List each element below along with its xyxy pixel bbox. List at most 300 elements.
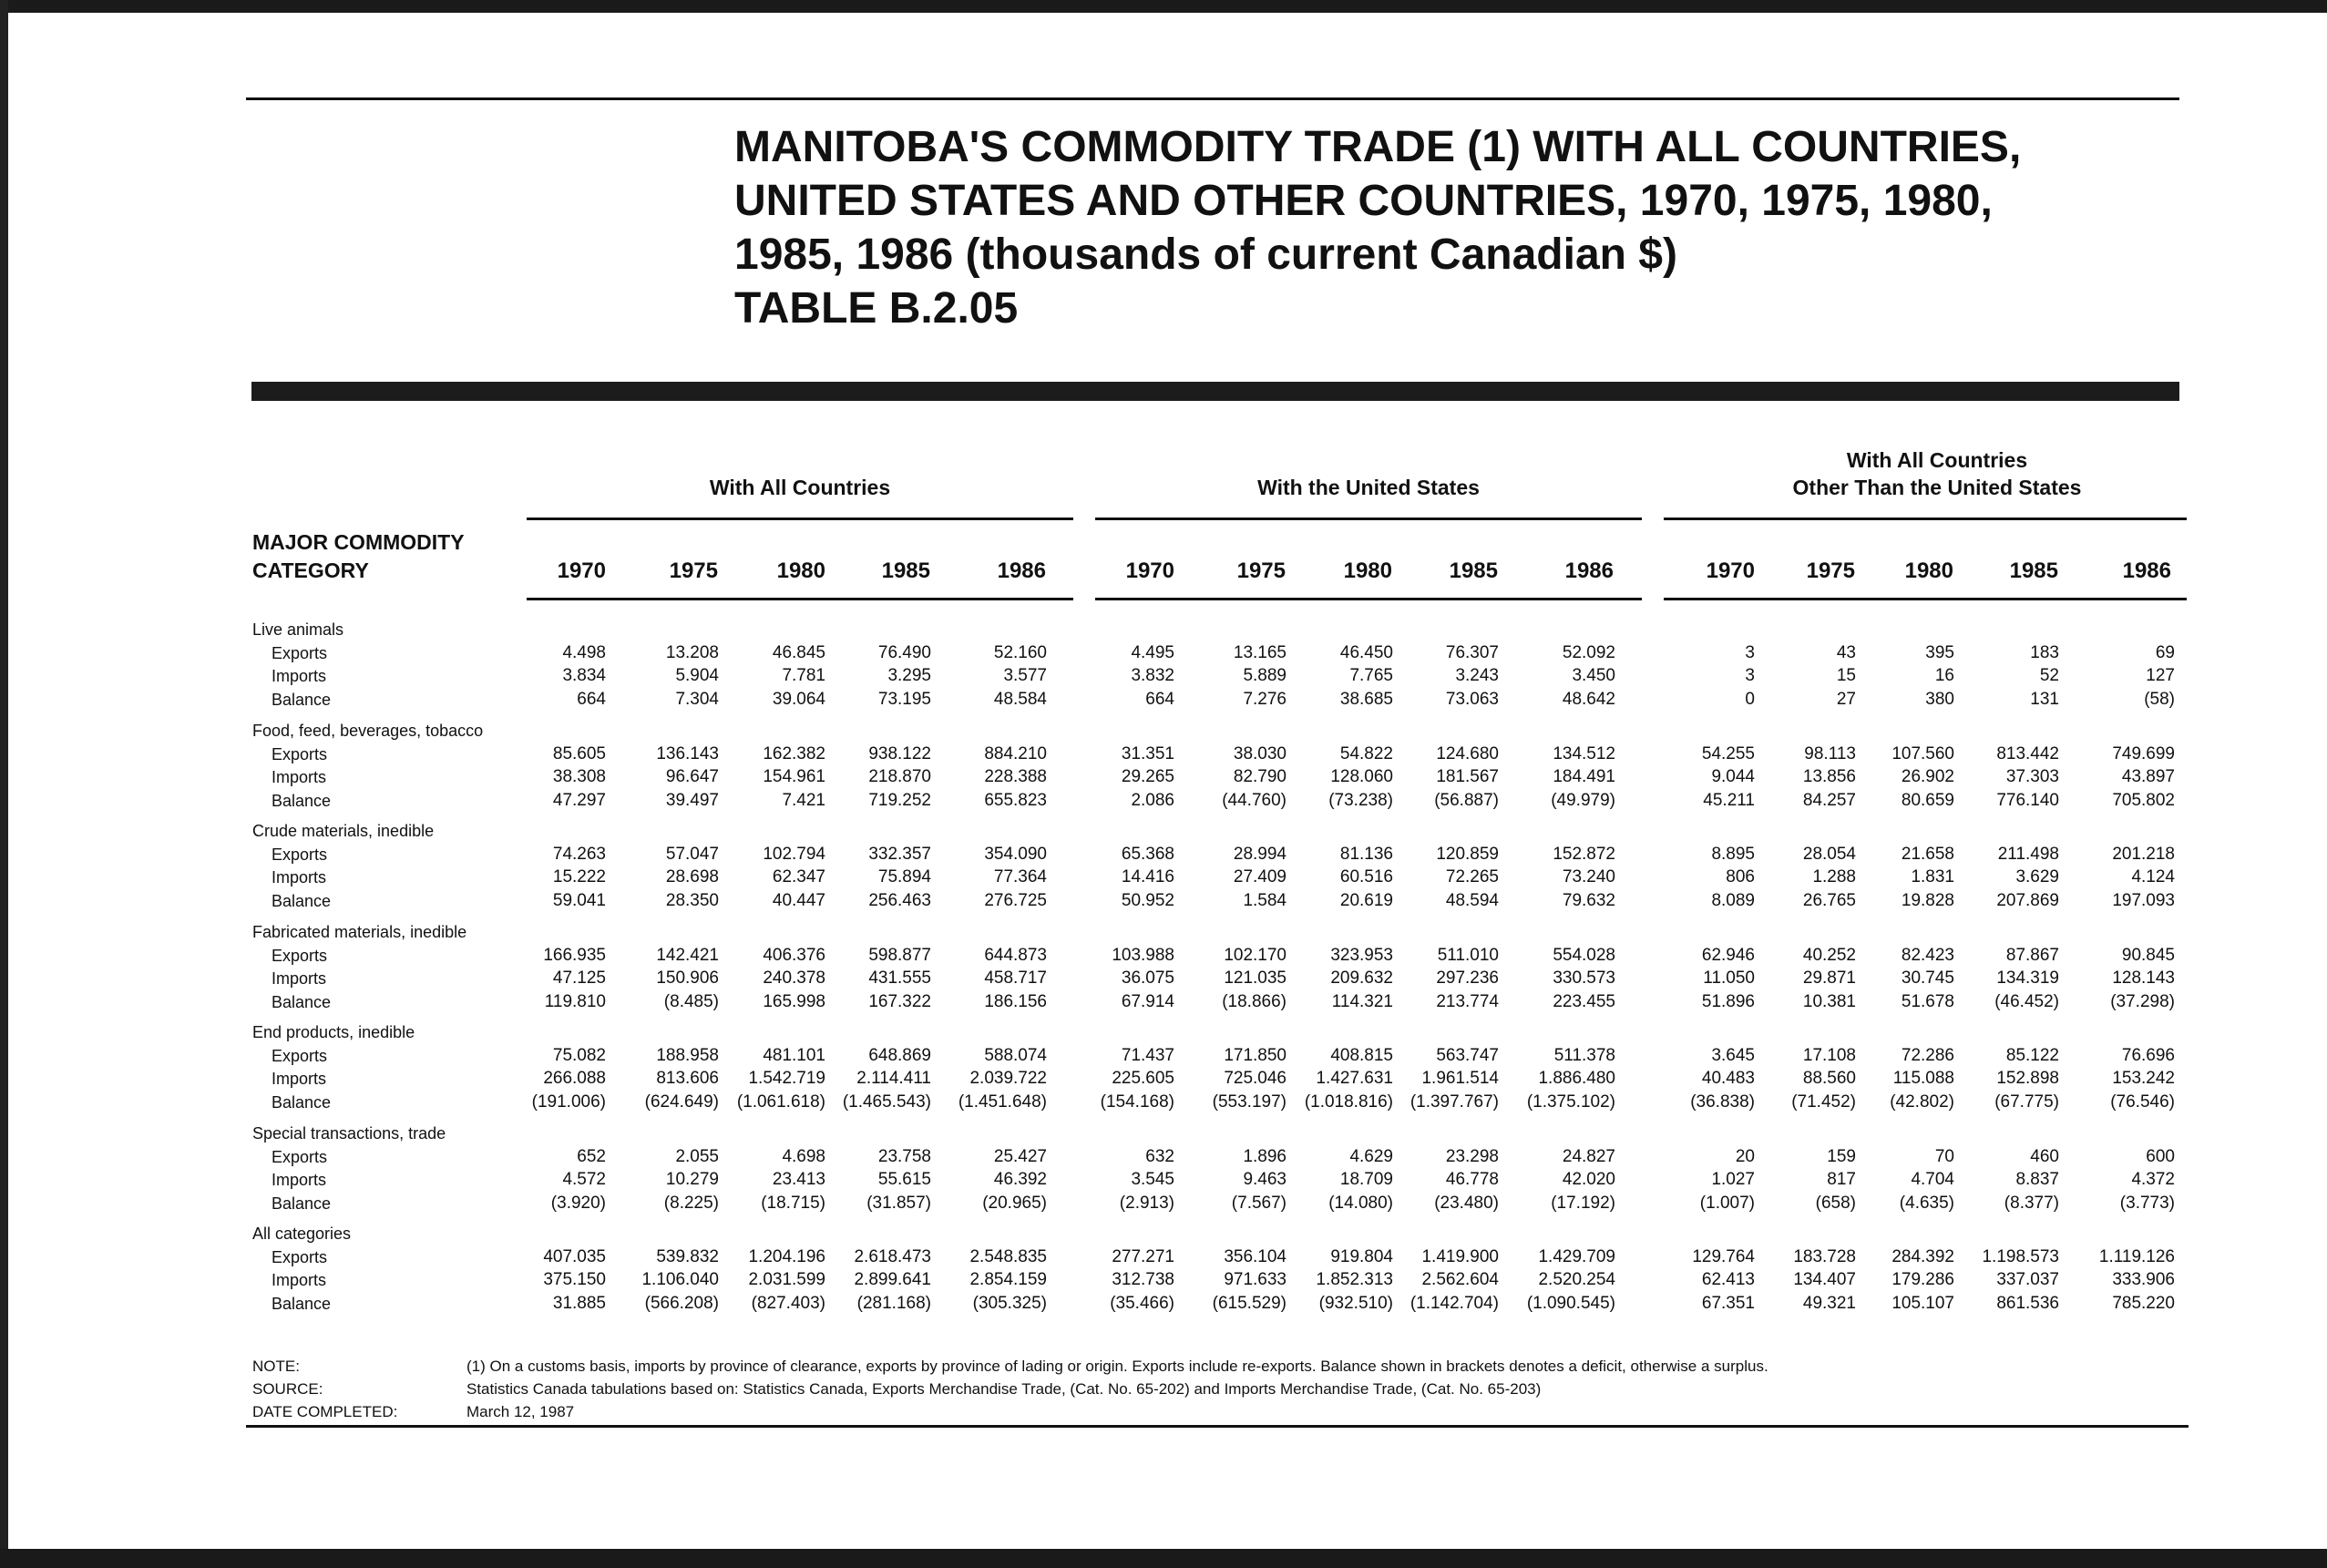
table-cell: 48.642 [1562, 689, 1615, 709]
table-cell: (3.773) [2119, 1193, 2175, 1213]
row-label: Exports [272, 1247, 328, 1266]
table-cell: 20.619 [1339, 890, 1393, 910]
table-cell: 20 [1735, 1146, 1755, 1166]
table-cell: (4.635) [1899, 1193, 1954, 1213]
table-cell: 655.823 [984, 790, 1047, 810]
table-cell: 48.584 [993, 689, 1047, 709]
table-cell: 62.413 [1701, 1270, 1755, 1289]
table-cell: 29.265 [1121, 767, 1174, 786]
table-cell: 354.090 [984, 844, 1047, 864]
table-cell: 431.555 [868, 968, 931, 988]
table-cell: 1.119.126 [2098, 1246, 2175, 1266]
table-cell: 72.265 [1445, 867, 1499, 886]
table-cell: 30.745 [1901, 968, 1954, 988]
table-cell: 54.255 [1701, 743, 1755, 764]
title-line-1: MANITOBA'S COMMODITY TRADE (1) WITH ALL COUNTRIES, [734, 123, 2022, 171]
table-cell: 166.935 [543, 945, 606, 965]
table-cell: 47.297 [552, 790, 606, 810]
table-cell: 52 [2039, 666, 2059, 685]
table-cell: 3.645 [1711, 1045, 1755, 1065]
row-label: Imports [272, 1070, 327, 1088]
table-cell: 103.988 [1112, 945, 1174, 965]
table-cell: 1.288 [1812, 867, 1856, 886]
row-label: Balance [272, 1092, 332, 1112]
table-cell: 785.220 [2112, 1293, 2175, 1313]
table-cell: 1.427.631 [1316, 1069, 1393, 1088]
table-cell: 5.904 [675, 666, 719, 685]
table-cell: 15 [1836, 666, 1856, 685]
table-cell: 1.542.719 [748, 1069, 825, 1088]
table-cell: 395 [1925, 642, 1954, 662]
table-cell: 184.491 [1553, 767, 1615, 786]
table-cell: 218.870 [868, 767, 931, 786]
table-cell: 134.407 [1793, 1270, 1856, 1289]
table-cell: (76.546) [2110, 1091, 2175, 1112]
row-label: Imports [272, 1171, 327, 1189]
table-cell: 705.802 [2112, 790, 2175, 810]
table-cell: 21.658 [1901, 844, 1954, 864]
year-header: 1986 [1564, 559, 1614, 583]
page-title [734, 120, 2156, 335]
year-header: 1985 [1449, 559, 1498, 583]
table-cell: 356.104 [1224, 1246, 1287, 1266]
table-cell: 3.834 [562, 666, 606, 685]
bottom-rule [246, 1425, 2189, 1428]
table-cell: 8.837 [2015, 1170, 2059, 1189]
table-cell: (1.142.704) [1410, 1293, 1499, 1313]
table-cell: (23.480) [1434, 1193, 1499, 1213]
table-cell: (281.168) [856, 1293, 931, 1313]
group-header-united-states [1095, 474, 1642, 501]
table-cell: 13.208 [665, 642, 719, 662]
table-cell: 51.896 [1701, 991, 1755, 1011]
table-cell: (7.567) [1231, 1193, 1287, 1213]
table-cell: 16 [1934, 666, 1954, 685]
table-cell: 131 [2030, 689, 2059, 709]
category-label: Crude materials, inedible [252, 822, 435, 840]
table-cell: 3.577 [1003, 666, 1047, 685]
row-label: Balance [272, 1294, 332, 1313]
table-cell: 188.958 [656, 1045, 719, 1065]
table-cell: 861.536 [1996, 1293, 2059, 1313]
table-cell: 18.709 [1339, 1170, 1393, 1189]
table-cell: 8.895 [1711, 844, 1755, 864]
table-cell: 1.896 [1243, 1146, 1287, 1166]
table-cell: 27.409 [1233, 867, 1287, 886]
table-cell: 82.790 [1233, 767, 1287, 786]
table-cell: (154.168) [1100, 1091, 1174, 1112]
table-cell: 85.122 [2005, 1045, 2059, 1065]
table-cell: (20.965) [982, 1193, 1047, 1213]
table-cell: 71.437 [1121, 1045, 1174, 1065]
table-cell: 209.632 [1330, 968, 1393, 988]
table-cell: 183.728 [1793, 1246, 1856, 1266]
table-cell: 1.584 [1243, 890, 1287, 910]
table-cell: 539.832 [656, 1246, 719, 1266]
group-rule-united-states [1095, 518, 1642, 520]
table-cell: (1.375.102) [1526, 1091, 1615, 1112]
table-cell: 333.906 [2112, 1270, 2175, 1289]
table-cell: 38.308 [552, 767, 606, 786]
table-cell: (73.238) [1328, 790, 1393, 810]
table-cell: 179.286 [1891, 1270, 1954, 1289]
table-cell: 23.298 [1445, 1146, 1499, 1166]
table-cell: 919.804 [1330, 1246, 1393, 1266]
table-cell: 162.382 [763, 743, 825, 764]
table-cell: 76.490 [877, 642, 931, 662]
group-rule-all-countries [527, 518, 1073, 520]
table-cell: 154.961 [763, 767, 825, 786]
table-cell: 107.560 [1891, 743, 1954, 764]
table-cell: 8.089 [1711, 890, 1755, 910]
note-text: (1) On a customs basis, imports by province of clearance, exports by province of lading or origin. Exports include re-exports. Balance shown in brackets denotes a deficit, otherwise a surplus. [466, 1358, 1768, 1375]
table-cell: 749.699 [2112, 743, 2175, 764]
table-cell: 207.869 [1996, 890, 2059, 910]
table-cell: 1.886.480 [1538, 1069, 1615, 1088]
table-cell: 312.738 [1112, 1270, 1174, 1289]
date-completed-label: DATE COMPLETED: [252, 1403, 398, 1420]
table-cell: 23.758 [877, 1146, 931, 1166]
table-cell: 375.150 [543, 1270, 606, 1289]
table-number: TABLE B.2.05 [734, 284, 1019, 333]
table-cell: 124.680 [1436, 743, 1499, 764]
category-label: End products, inedible [252, 1023, 415, 1041]
table-cell: 37.303 [2005, 767, 2059, 786]
scan-border-top [0, 0, 2327, 13]
table-cell: 181.567 [1436, 767, 1499, 786]
row-label: Balance [272, 690, 332, 709]
title-line-2: UNITED STATES AND OTHER COUNTRIES, 1970, 1975, 1980, [734, 177, 1993, 225]
table-cell: 17.108 [1802, 1045, 1856, 1065]
table-cell: 1.106.040 [641, 1270, 719, 1289]
group-header-label: With All Countries [1846, 448, 2028, 472]
year-header: 1975 [669, 559, 718, 583]
source-label: SOURCE: [252, 1380, 323, 1398]
table-cell: 153.242 [2112, 1069, 2175, 1088]
table-cell: 13.165 [1233, 642, 1287, 662]
table-cell: 277.271 [1112, 1246, 1174, 1266]
table-cell: 76.307 [1445, 642, 1499, 662]
table-cell: 332.357 [868, 844, 931, 864]
table-cell: (1.465.543) [842, 1091, 931, 1112]
table-cell: 45.211 [1703, 790, 1755, 810]
table-cell: 1.831 [1911, 867, 1954, 886]
table-cell: 69 [2155, 642, 2175, 662]
year-rule-all-countries [527, 598, 1073, 600]
table-cell: 87.867 [2005, 945, 2059, 965]
table-cell: 10.381 [1802, 991, 1856, 1011]
table-cell: 128.143 [2112, 968, 2175, 988]
table-cell: 644.873 [984, 945, 1047, 965]
table-cell: 29.871 [1802, 968, 1856, 988]
category-label: Live animals [252, 620, 344, 639]
table-cell: 3.629 [2015, 867, 2059, 886]
table-cell: (36.838) [1690, 1091, 1755, 1112]
table-cell: (37.298) [2110, 991, 2175, 1011]
table-cell: (615.529) [1212, 1293, 1287, 1313]
table-cell: (42.802) [1890, 1091, 1954, 1112]
table-cell: 136.143 [656, 743, 719, 764]
table-cell: 1.429.709 [1538, 1246, 1615, 1266]
table-cell: (56.887) [1434, 790, 1499, 810]
table-cell: 31.351 [1121, 743, 1174, 764]
table-cell: 2.548.835 [969, 1246, 1047, 1266]
table-cell: 46.450 [1339, 642, 1393, 662]
table-cell: (624.649) [644, 1091, 719, 1112]
source-text: Statistics Canada tabulations based on: Statistics Canada, Exports Merchandise Trade, (Cat. No. 65-202) and Imports Merchandise Trade, (Cat. No. 65-203) [466, 1380, 1542, 1398]
table-cell: 481.101 [763, 1045, 825, 1065]
scan-border-left [0, 0, 8, 1568]
table-cell: 134.319 [1996, 968, 2059, 988]
table-cell: 600 [2146, 1146, 2175, 1166]
table-cell: 3.545 [1131, 1170, 1174, 1189]
table-cell: 40.252 [1802, 945, 1856, 965]
year-header: 1975 [1236, 559, 1286, 583]
table-cell: 3.832 [1131, 666, 1174, 685]
table-cell: 48.594 [1445, 890, 1499, 910]
table-cell: 73.240 [1562, 867, 1615, 886]
table-cell: (14.080) [1328, 1193, 1393, 1213]
table-cell: 197.093 [2112, 890, 2175, 910]
table-cell: 70 [1934, 1146, 1954, 1166]
table-cell: 73.063 [1445, 689, 1499, 709]
table-cell: 4.572 [562, 1170, 606, 1189]
table-cell: 19.828 [1901, 890, 1954, 910]
table-cell: 297.236 [1436, 968, 1499, 988]
table-cell: (1.061.618) [736, 1091, 825, 1112]
year-header: 1975 [1806, 559, 1855, 583]
table-cell: 47.125 [552, 968, 606, 988]
table-cell: (35.466) [1110, 1293, 1174, 1313]
table-cell: 28.054 [1802, 844, 1856, 864]
table-cell: 938.122 [868, 743, 931, 764]
table-cell: 62.946 [1701, 945, 1755, 965]
table-cell: 59.041 [552, 890, 606, 910]
table-cell: (1.451.648) [958, 1091, 1047, 1112]
table-cell: 171.850 [1224, 1045, 1287, 1065]
table-cell: 4.124 [2131, 867, 2175, 886]
header-bar [251, 382, 2179, 401]
table-cell: (44.760) [1222, 790, 1287, 810]
table-cell: 2.039.722 [969, 1069, 1047, 1088]
table-cell: 211.498 [1997, 844, 2059, 864]
table-cell: 2.562.604 [1421, 1270, 1499, 1289]
table-cell: 57.047 [665, 844, 719, 864]
table-cell: 10.279 [665, 1170, 719, 1189]
table-cell: 55.615 [877, 1170, 931, 1189]
category-header-line: CATEGORY [252, 559, 369, 582]
table-cell: 408.815 [1330, 1045, 1393, 1065]
table-cell: 407.035 [543, 1246, 606, 1266]
table-cell: 115.088 [1892, 1069, 1954, 1088]
date-completed-text: March 12, 1987 [466, 1403, 575, 1420]
table-cell: 90.845 [2121, 945, 2175, 965]
year-header: 1985 [2009, 559, 2058, 583]
table-cell: 3 [1745, 642, 1755, 662]
table-cell: 31.885 [552, 1293, 606, 1313]
table-cell: 67.351 [1701, 1293, 1755, 1313]
table-cell: 380 [1925, 689, 1954, 709]
table-cell: 80.659 [1901, 790, 1954, 810]
table-cell: 4.372 [2131, 1170, 2175, 1189]
table-cell: 51.678 [1901, 991, 1954, 1011]
table-cell: 7.304 [675, 689, 719, 709]
year-header: 1970 [1125, 559, 1174, 583]
table-cell: (46.452) [1994, 991, 2059, 1011]
table-cell: 2.899.641 [854, 1270, 931, 1289]
table-cell: 2.618.473 [854, 1246, 931, 1266]
table-cell: 127 [2146, 666, 2175, 685]
row-label: Exports [272, 946, 328, 965]
table-cell: 150.906 [656, 968, 719, 988]
table-cell: (1.007) [1699, 1193, 1755, 1213]
table-cell: 52.092 [1562, 642, 1615, 662]
table-cell: 75.894 [877, 867, 931, 886]
category-label: Special transactions, trade [252, 1124, 446, 1143]
table-cell: (8.225) [663, 1193, 719, 1213]
table-cell: 725.046 [1224, 1069, 1287, 1088]
table-cell: 971.633 [1224, 1270, 1287, 1289]
table-cell: (658) [1815, 1193, 1856, 1213]
table-cell: 1.204.196 [748, 1246, 825, 1266]
table-cell: 5.889 [1243, 666, 1287, 685]
table-cell: 7.765 [1349, 666, 1393, 685]
table-cell: 4.698 [782, 1146, 825, 1166]
table-cell: 3 [1745, 666, 1755, 685]
table-cell: 38.030 [1233, 743, 1287, 764]
table-cell: 2.055 [675, 1146, 719, 1166]
table-cell: 54.822 [1339, 743, 1393, 764]
table-cell: 563.747 [1436, 1045, 1499, 1065]
table-cell: (305.325) [972, 1293, 1047, 1313]
table-cell: 26.902 [1901, 767, 1954, 786]
year-rule-united-states [1095, 598, 1642, 600]
row-label: Exports [272, 1046, 328, 1065]
table-cell: 813.606 [656, 1069, 719, 1088]
year-header: 1970 [557, 559, 606, 583]
table-cell: (8.485) [663, 991, 719, 1011]
table-cell: 46.392 [993, 1170, 1047, 1189]
table-cell: 511.010 [1437, 945, 1499, 965]
table-cell: 186.156 [984, 991, 1047, 1011]
row-label: Imports [272, 768, 327, 786]
table-cell: 3.243 [1455, 666, 1499, 685]
table-cell: 25.427 [993, 1146, 1047, 1166]
table-cell: 240.378 [763, 968, 825, 988]
table-cell: 223.455 [1553, 991, 1615, 1011]
group-header-all-countries [527, 474, 1073, 501]
table-cell: 14.416 [1121, 867, 1174, 886]
year-header: 1980 [1904, 559, 1953, 583]
table-cell: 43.897 [2121, 767, 2175, 786]
table-cell: 77.364 [993, 867, 1047, 886]
table-cell: 201.218 [2112, 844, 2175, 864]
table-cell: 119.810 [544, 991, 606, 1011]
table-cell: 39.497 [665, 790, 719, 810]
table-cell: 40.483 [1701, 1069, 1755, 1088]
table-cell: 276.725 [984, 890, 1047, 910]
table-cell: 11.050 [1703, 968, 1755, 988]
group-rule-other-countries [1664, 518, 2187, 520]
table-cell: 121.035 [1224, 968, 1287, 988]
table-cell: 2.031.599 [748, 1270, 825, 1289]
table-cell: 4.498 [562, 642, 606, 662]
table-cell: 884.210 [984, 743, 1047, 764]
table-cell: 460 [2030, 1146, 2059, 1166]
category-label: Fabricated materials, inedible [252, 923, 467, 941]
table-cell: (553.197) [1212, 1091, 1287, 1112]
table-cell: (1.018.816) [1304, 1091, 1393, 1112]
table-cell: 36.075 [1121, 968, 1174, 988]
table-cell: 102.794 [763, 844, 825, 864]
table-cell: (2.913) [1119, 1193, 1174, 1213]
table-cell: 1.419.900 [1421, 1246, 1499, 1266]
year-header: 1985 [881, 559, 930, 583]
table-cell: 256.463 [868, 890, 931, 910]
table-cell: 1.961.514 [1421, 1069, 1499, 1088]
table-cell: 114.321 [1331, 991, 1393, 1011]
table-cell: 43 [1836, 642, 1856, 662]
table-cell: 225.605 [1112, 1069, 1174, 1088]
table-cell: (18.866) [1222, 991, 1287, 1011]
table-cell: 159 [1827, 1146, 1856, 1166]
table-cell: 42.020 [1562, 1170, 1615, 1189]
row-label: Exports [272, 845, 328, 864]
row-label: Imports [272, 868, 327, 886]
table-cell: 664 [1145, 689, 1174, 709]
row-label: Imports [272, 667, 327, 685]
group-header-label: With All Countries [709, 476, 891, 499]
table-cell: 4.629 [1349, 1146, 1393, 1166]
year-header: 1986 [997, 559, 1046, 583]
table-cell: 1.027 [1711, 1170, 1755, 1189]
table-cell: 4.495 [1131, 642, 1174, 662]
table-cell: 652 [577, 1146, 606, 1166]
year-header: 1980 [1343, 559, 1392, 583]
table-cell: 84.257 [1802, 790, 1856, 810]
table-cell: 7.276 [1243, 689, 1287, 709]
table-cell: 72.286 [1901, 1045, 1954, 1065]
table-cell: 128.060 [1330, 767, 1393, 786]
category-label: Food, feed, beverages, tobacco [252, 722, 484, 740]
table-cell: 266.088 [543, 1069, 606, 1088]
table-cell: 23.413 [772, 1170, 825, 1189]
table-cell: 82.423 [1901, 945, 1954, 965]
table-cell: 50.952 [1121, 890, 1174, 910]
table-cell: 2.114.411 [856, 1069, 931, 1088]
table-cell: 67.914 [1121, 991, 1174, 1011]
table-cell: 24.827 [1562, 1146, 1615, 1166]
table-cell: 28.698 [665, 867, 719, 886]
table-cell: 1.198.573 [1982, 1246, 2059, 1266]
table-cell: 0 [1745, 689, 1755, 709]
row-label: Balance [272, 891, 332, 910]
table-cell: 152.872 [1553, 844, 1615, 864]
table-cell: 27 [1836, 689, 1856, 709]
table-cell: 2.086 [1131, 790, 1174, 810]
table-cell: 98.113 [1804, 743, 1856, 764]
table-cell: 60.516 [1339, 867, 1393, 886]
table-cell: 2.520.254 [1538, 1270, 1615, 1289]
title-line-3: 1985, 1986 (thousands of current Canadian $) [734, 231, 1677, 279]
row-label: Balance [272, 1194, 332, 1213]
table-cell: 458.717 [984, 968, 1047, 988]
row-label: Exports [272, 744, 328, 764]
row-label: Imports [272, 1271, 327, 1289]
category-label: All categories [252, 1225, 352, 1243]
table-cell: 2.854.159 [969, 1270, 1047, 1289]
table-cell: (31.857) [866, 1193, 931, 1213]
